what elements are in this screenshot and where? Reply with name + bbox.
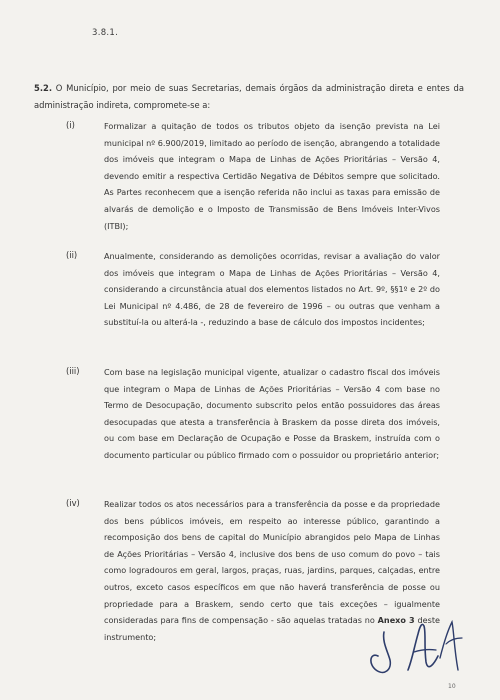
clause-text: O Município, por meio de suas Secretarias, demais órgãos da administração direta e entes da administração indireta, compromete-se a: (34, 83, 464, 110)
item-text: Com base na legislação municipal vigente, atualizar o cadastro fiscal dos imóveis que integram o Mapa de Linhas de Ações Prioritárias – Versão 4 com base no Termo de Desocupação, documento subscrito pelos então possuidores das áreas desocupadas que atesta a transferência à Braskem da posse direta dos imóveis, ou com base em Declaração de Ocupação e Posse da Braskem, instruída com o documento particular ou público firmado com o possuidor ou proprietário anterior; (104, 367, 440, 460)
annex-reference: Anexo 3 (377, 615, 415, 626)
item-text-after: deste instrumento; (104, 615, 440, 642)
item-text: Formalizar a quitação de todos os tributos objeto da isenção prevista na Lei municipal nº 6.900/2019, limitado ao período de isenção, abrangendo a totalidade dos imóveis que integram o Mapa de Linhas de Ações Prioritárias – Versão 4, devendo emitir a respectiva Certidão Negativa de Débitos sempre que solicitado. As Partes reconhecem que a isenção referida não inclui as taxas para emissão de alvarás de demolição e o Imposto de Transmissão de Bens Imóveis Inter-Vivos (ITBI); (104, 121, 440, 231)
item-text: Anualmente, considerando as demolições ocorridas, revisar a avaliação do valor dos imóveis que integram o Mapa de Linhas de Ações Prioritárias – Versão 4, considerando a circunstância atual dos elementos listados no Art. 9º, §§1º e 2º do Lei Municipal nº 4.486, de 28 de fevereiro de 1996 – ou outras que venham a substituí-la ou alterá-la -, reduzindo a base de cálculo dos impostos incidentes; (104, 251, 440, 328)
item-label: (ii) (66, 250, 78, 260)
item-label: (iv) (66, 498, 80, 508)
section-reference: 3.8.1. (92, 28, 119, 38)
clause-5-2 (34, 80, 464, 114)
page-number: 10 (448, 683, 456, 690)
item-text-before: Realizar todos os atos necessários para a transferência da posse e da propriedade dos bens públicos imóveis, em respeito ao interesse público, garantindo a recomposição dos bens de capital do Município abrangidos pelo Mapa de Linhas de Ações Prioritárias – Versão 4, inclusive dos bens de uso comum do povo – tais como logradouros em geral, largos, praças, ruas, jardins, parques, calçadas, entre outros, exceto casos específicos em que não haverá transferência de posse ou propriedade para a Braskem, sendo certo que tais exceções – igualmente consideradas para fins de compensação - são aquelas tratadas no (104, 499, 440, 626)
item-label: (i) (66, 120, 75, 130)
handwritten-signature (348, 612, 488, 682)
clause-number: 5.2. (34, 83, 53, 93)
item-label: (iii) (66, 366, 80, 376)
